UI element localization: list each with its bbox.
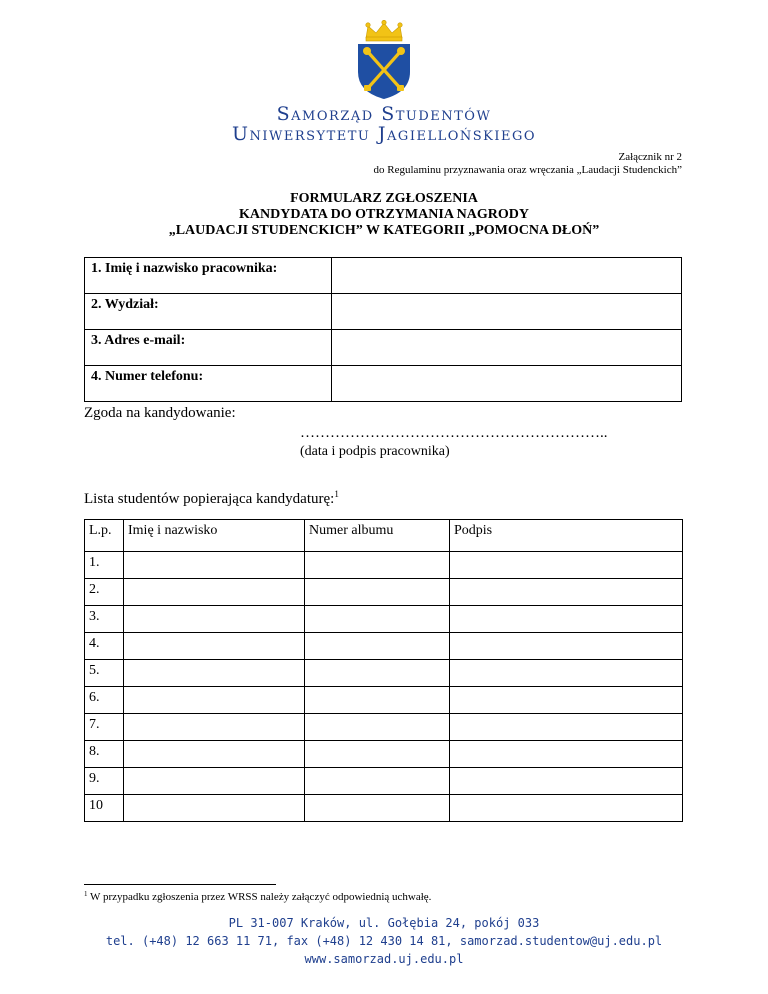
field-value-phone[interactable]	[332, 366, 682, 402]
row-number: 2.	[85, 579, 124, 606]
student-list-label	[84, 491, 339, 509]
table-row	[85, 579, 683, 606]
name-cell[interactable]	[124, 606, 305, 633]
name-cell[interactable]	[124, 633, 305, 660]
name-cell[interactable]	[124, 687, 305, 714]
crest-logo-icon	[352, 20, 416, 100]
form-title-line2: KANDYDATA DO OTRZYMANIA NAGRODY	[239, 207, 529, 222]
name-cell[interactable]	[124, 768, 305, 795]
field-label-email: 3. Adres e-mail:	[85, 330, 332, 366]
signature-cell[interactable]	[450, 795, 683, 822]
signature-hint: (data i podpis pracownika)	[300, 444, 450, 459]
candidate-field-row	[85, 366, 682, 402]
row-number: 1.	[85, 552, 124, 579]
contact-phone-email: tel. (+48) 12 663 11 71, fax (+48) 12 430 14 81, samorzad.studentow@uj.edu.pl	[105, 934, 663, 948]
annex-reference: do Regulaminu przyznawania oraz wręczania „Laudacji Studenckich”	[373, 164, 682, 176]
name-cell[interactable]	[124, 552, 305, 579]
album-cell[interactable]	[305, 687, 450, 714]
column-header-album: Numer albumu	[305, 520, 450, 552]
footnote-text: W przypadku zgłoszenia przez WRSS należy załączyć odpowiednią uchwałę.	[87, 891, 432, 903]
signature-cell[interactable]	[450, 741, 683, 768]
field-label-name: 1. Imię i nazwisko pracownika:	[85, 258, 332, 294]
row-number: 3.	[85, 606, 124, 633]
organization-name-line2: Uniwersytetu Jagiellońskiego	[231, 123, 537, 145]
album-cell[interactable]	[305, 579, 450, 606]
signature-cell[interactable]	[450, 660, 683, 687]
annex-number: Załącznik nr 2	[618, 151, 682, 163]
name-cell[interactable]	[124, 660, 305, 687]
table-row	[85, 660, 683, 687]
organization-name-line1: Samorząd Studentów	[276, 103, 492, 125]
contact-website: www.samorzad.uj.edu.pl	[304, 952, 464, 966]
row-number: 10	[85, 795, 124, 822]
footnote-separator	[84, 884, 276, 885]
album-cell[interactable]	[305, 606, 450, 633]
field-label-phone: 4. Numer telefonu:	[85, 366, 332, 402]
table-header-row	[85, 520, 683, 552]
album-cell[interactable]	[305, 741, 450, 768]
table-row	[85, 552, 683, 579]
name-cell[interactable]	[124, 795, 305, 822]
row-number: 8.	[85, 741, 124, 768]
signature-cell[interactable]	[450, 768, 683, 795]
table-row	[85, 606, 683, 633]
album-cell[interactable]	[305, 714, 450, 741]
album-cell[interactable]	[305, 795, 450, 822]
row-number: 4.	[85, 633, 124, 660]
contact-address: PL 31-007 Kraków, ul. Gołębia 24, pokój 033	[228, 916, 540, 930]
table-row	[85, 768, 683, 795]
row-number: 5.	[85, 660, 124, 687]
candidate-field-row	[85, 330, 682, 366]
album-cell[interactable]	[305, 768, 450, 795]
field-value-faculty[interactable]	[332, 294, 682, 330]
signature-cell[interactable]	[450, 552, 683, 579]
footnote-reference: 1	[334, 489, 339, 499]
field-label-faculty: 2. Wydział:	[85, 294, 332, 330]
table-row	[85, 741, 683, 768]
name-cell[interactable]	[124, 579, 305, 606]
consent-label: Zgoda na kandydowanie:	[84, 405, 236, 421]
table-row	[85, 714, 683, 741]
row-number: 6.	[85, 687, 124, 714]
candidate-field-row	[85, 294, 682, 330]
footnote	[84, 891, 431, 903]
candidate-field-row	[85, 258, 682, 294]
field-value-name[interactable]	[332, 258, 682, 294]
column-header-name: Imię i nazwisko	[124, 520, 305, 552]
form-title-line3: „LAUDACJI STUDENCKICH” W KATEGORII „POMOCNA DŁOŃ”	[168, 223, 600, 238]
row-number: 9.	[85, 768, 124, 795]
album-cell[interactable]	[305, 633, 450, 660]
signature-cell[interactable]	[450, 579, 683, 606]
table-row	[85, 795, 683, 822]
row-number: 7.	[85, 714, 124, 741]
student-support-table	[84, 519, 683, 822]
column-header-number: L.p.	[85, 520, 124, 552]
table-row	[85, 633, 683, 660]
table-row	[85, 687, 683, 714]
field-value-email[interactable]	[332, 330, 682, 366]
signature-line[interactable]: ……………………………………………………..	[300, 425, 608, 441]
name-cell[interactable]	[124, 741, 305, 768]
column-header-signature: Podpis	[450, 520, 683, 552]
form-title-line1: FORMULARZ ZGŁOSZENIA	[290, 191, 478, 206]
footnote-mark: 1	[84, 890, 88, 898]
signature-cell[interactable]	[450, 714, 683, 741]
signature-cell[interactable]	[450, 687, 683, 714]
album-cell[interactable]	[305, 660, 450, 687]
name-cell[interactable]	[124, 714, 305, 741]
signature-cell[interactable]	[450, 606, 683, 633]
student-list-label-text: Lista studentów popierająca kandydaturę:	[84, 491, 335, 507]
signature-cell[interactable]	[450, 633, 683, 660]
album-cell[interactable]	[305, 552, 450, 579]
candidate-info-table	[84, 257, 682, 402]
